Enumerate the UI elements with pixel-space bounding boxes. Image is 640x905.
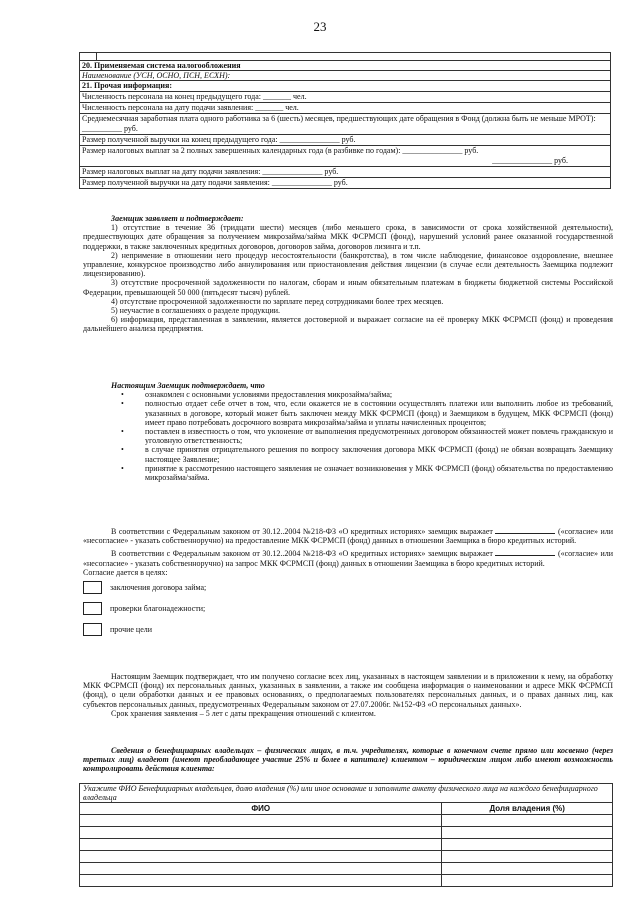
bki-consent-2: В соответствии с Федеральным законом от 30.12..2004 №218-ФЗ «О кредитных историях» заемщик выражает («согласие» или «несогласие» - указать собственноручно) на запрос МКК ФСРМСП (фонд) данных в отношении Заемщика в бюро кредитных историй.	[83, 549, 614, 568]
checkbox-reliability[interactable]	[83, 602, 102, 615]
staff-prev-year-row[interactable]: Численность персонала на конец предыдущего года: _______ чел.	[80, 91, 611, 102]
consent-2-blank[interactable]	[495, 547, 555, 556]
declaration-item: 5) неучастие в соглашениях о разделе продукции.	[111, 305, 281, 315]
declaration-item: 4) отсутствие просроченной задолженности по зарплате перед сотрудниками более трех месяцев.	[111, 296, 444, 306]
section-20-title: 20. Применяемая система налогообложения	[80, 61, 611, 71]
confirm-bullet: • полностью отдает себе отчет в том, что, если окажется не в состоянии осуществлять платежи или выполнить любое из требований, указанных в договоре, который может быть заключен между МКК ФСРМСП (фонд) и Заемщиком в будущем, МКК ФСРМСП (фонд) имеет право потребовать досрочного возврата микрозайма/займа и уплаты начисленных процентов;	[121, 399, 613, 427]
tax-payments-year-2: _______________ руб.	[492, 155, 568, 165]
table-row	[80, 851, 613, 863]
declaration-item: 3) отсутствие просроченной задолженности по налогам, сборам и иным обязательным платежам в бюджеты бюджетной системы Российской Федерации, превышающей 50 000 (пятьдесят тысяч) рублей.	[83, 278, 613, 297]
form-table	[79, 52, 611, 189]
bullet-icon: •	[121, 463, 124, 473]
applicant-heading: Заемщик заявляет и подтверждает:	[111, 214, 244, 223]
bullet-icon: •	[121, 426, 124, 436]
beneficiaries-table	[79, 783, 613, 887]
declaration-item: 2) непримение в отношении него процедур несостоятельности (банкротства), в том числе наблюдение, финансовое оздоровление, внешнее управление, конкурсное производство либо аннулирования или приостановления действия лицензии (в случае если деятельность Заемщика подлежит лицензированию).	[83, 250, 613, 279]
bullet-icon: •	[121, 445, 124, 455]
table-row	[80, 875, 613, 887]
beneficiaries-note: Укажите ФИО Бенефициарных владельцев, долю владения (%) или иное основание и заполните анкету физического лица на каждого бенефициарного владельца	[80, 784, 613, 803]
revenue-prev-year-row[interactable]: Размер полученной выручки на конец предыдущего года: _______________ руб.	[80, 134, 611, 145]
purpose-loan-option[interactable]: заключения договора займа;	[83, 581, 613, 594]
share-cell[interactable]	[442, 815, 613, 827]
personal-data-text: Настоящим Заемщик подтверждает, что им получено согласие всех лиц, указанных в настоящем заявлении и в приложении к нему, на обработку МКК ФСРМСП (фонд) их персональных данных, указанных в заявлении, а также им сообщена информация о наименовании и адресе МКК ФСРМСП (фонд), о цели обработки данных и ее правовых основаниях, о предполагаемых пользователях персональных данных, и о правах данных лиц, как субъектов персональных данных, предусмотренных Федеральным законом от 27.07.2006г. №152-ФЗ «О персональных данных».	[83, 672, 613, 709]
share-cell[interactable]	[442, 875, 613, 887]
share-cell[interactable]	[442, 839, 613, 851]
purposes-label: Согласие дается в целях:	[83, 567, 168, 577]
col-header-share: Доля владения (%)	[442, 803, 613, 815]
confirm-bullet: • принятие к рассмотрению настоящего заявления не означает возникновения у МКК ФСРМСП (фонд) обязательства по предоставлению микрозайма/займа.	[121, 463, 613, 482]
purpose-reliability-option[interactable]: проверки благонадежности;	[83, 602, 613, 615]
name-cell[interactable]	[80, 827, 442, 839]
staff-current-row[interactable]: Численность персонала на дату подачи заявления: _______ чел.	[80, 102, 611, 113]
share-cell[interactable]	[442, 851, 613, 863]
table-row	[80, 839, 613, 851]
col-header-name: ФИО	[80, 803, 442, 815]
purpose-other-option[interactable]: прочие цели	[83, 623, 613, 636]
bullet-icon: •	[121, 390, 124, 400]
tax-system-field[interactable]: Наименование (УСН, ОСНО, ПСН, ЕСХН):	[80, 71, 611, 81]
credit-history-consent	[83, 525, 613, 636]
bullet-icon: •	[121, 399, 124, 409]
name-cell[interactable]	[80, 875, 442, 887]
name-cell[interactable]	[80, 839, 442, 851]
tax-payments-year-1: Размер налоговых выплат за 2 полных завершенных календарных года (в разбивке по годам): _______________ руб.	[82, 145, 479, 155]
page-number: 23	[313, 19, 327, 34]
confirm-bullet: • в случае принятия отрицательного решения по вопросу заключения договора МКК ФСРМСП (фонд) не обязан возвращать Заемщику настоящее Заявление;	[121, 445, 613, 464]
share-cell[interactable]	[442, 863, 613, 875]
table-row	[80, 827, 613, 839]
name-cell[interactable]	[80, 815, 442, 827]
confirm-heading: Настоящим Заемщик подтверждает, что	[111, 381, 265, 390]
declaration-item: 6) информация, представленная в заявлении, является достоверной и выражает согласие на её проверку МКК ФСРМСП (фонд) и проведения дальнейшего анализа предприятия.	[83, 315, 613, 334]
consent-1-blank[interactable]	[495, 525, 555, 534]
table-row	[80, 863, 613, 875]
table-row	[80, 815, 613, 827]
checkbox-loan[interactable]	[83, 581, 102, 594]
avg-salary-row[interactable]: Среднемесячная заработная плата одного работника за 6 (шесть) месяцев, предшествующих дате обращения в Фонд (должна быть не меньше МРОТ): __________ руб.	[80, 113, 611, 134]
tax-payments-2years-row[interactable]	[80, 145, 611, 166]
revenue-current-row[interactable]: Размер полученной выручки на дату подачи заявления: _______________ руб.	[80, 177, 611, 188]
checkbox-other[interactable]	[83, 623, 102, 636]
name-cell[interactable]	[80, 851, 442, 863]
beneficiaries-heading: Сведения о бенефициарных владельцах – физических лицах, в т.ч. учредителях, которые в конечном счете прямо или косвенно (через третьих лиц) владеют (имеют преобладающее участие 25% и более в капитале) клиентом – юридическим лицом либо имеют возможность контролировать действия клиента:	[83, 746, 613, 774]
tax-payments-current-row[interactable]: Размер налоговых выплат на дату подачи заявления: _______________ руб.	[80, 166, 611, 177]
personal-data-consent	[83, 672, 613, 718]
share-cell[interactable]	[442, 827, 613, 839]
confirmations	[83, 381, 613, 482]
declaration-item: 1) отсутствие в течение 36 (тридцати шести) месяцев (либо меньшего срока, в зависимости от срока хозяйственной деятельности), предшествующих дате обращения за получением микрозайма/займа МКК ФСРМСП (фонд), нарушений условий ранее оказанной государственной поддержки, в также заключенных кредитных договоров, договоров займа, договоров лизинга и т.п.	[83, 223, 613, 251]
name-cell[interactable]	[80, 863, 442, 875]
applicant-declarations	[83, 214, 613, 333]
retention-period: Срок хранения заявления – 5 лет с даты прекращения отношений с клиентом.	[111, 708, 376, 718]
section-21-title: 21. Прочая информация:	[80, 81, 611, 91]
confirm-bullet: • поставлен в известность о том, что уклонение от выполнения предусмотренных договором обязанностей может повлечь гражданскую и уголовную ответственность;	[121, 426, 613, 446]
confirm-bullet: • ознакомлен с основными условиями предоставления микрозайма/займа;	[121, 390, 393, 400]
bki-consent-1: В соответствии с Федеральным законом от 30.12..2004 №218-ФЗ «О кредитных историях» заемщик выражает («согласие» или «несогласие» - указать собственноручно) на предоставление МКК ФСРМСП (фонд) данных в отношении Заемщика в бюро кредитных историй.	[83, 527, 614, 546]
